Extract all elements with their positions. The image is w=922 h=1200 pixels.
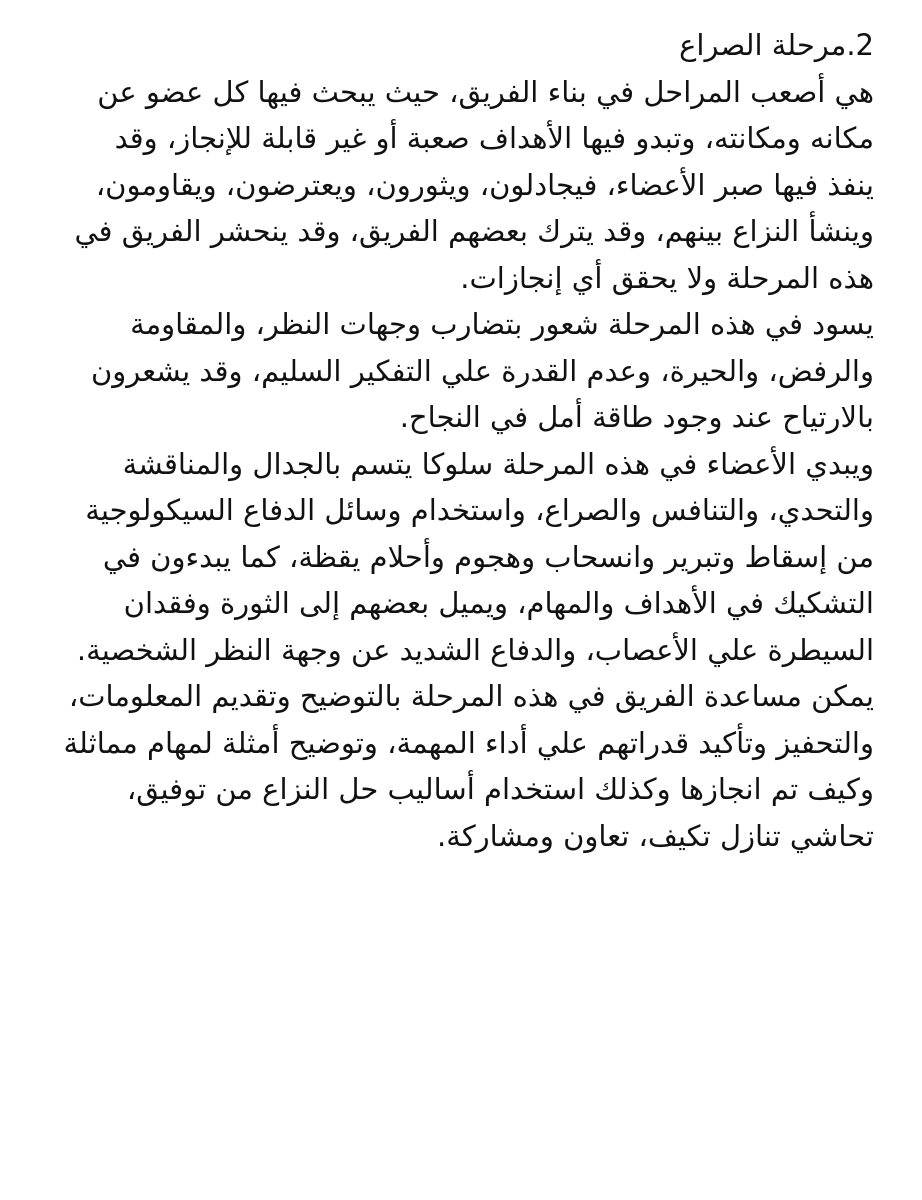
paragraph-behaviors: ويبدي الأعضاء في هذه المرحلة سلوكا يتسم بالجدال والمناقشة والتحدي، والتنافس والصراع، واستخدام وسائل الدفاع السيكولوجية من إسقاط وتبرير وانسحاب وهجوم وأحلام يقظة، كما يبدءون في التشكيك في الأهداف والمهام، ويميل بعضهم إلى الثورة وفقدان السيطرة علي الأعصاب، والدفاع الشديد عن وجهة النظر الشخصية. <box>76 446 874 667</box>
paragraph-assistance: يمكن مساعدة الفريق في هذه المرحلة بالتوضيح وتقديم المعلومات، والتحفيز وتأكيد قدراتهم علي أداء المهمة، وتوضيح أمثلة لمهام مماثلة وكيف تم انجازها وكذلك استخدام أساليب حل النزاع من توفيق، تحاشي تنازل تكيف، تعاون ومشاركة. <box>63 679 874 853</box>
paragraph-conflict-description: هي أصعب المراحل في بناء الفريق، حيث يبحث فيها كل عضو عن مكانه ومكانته، وتبدو فيها الأهداف صعبة أو غير قابلة للإنجاز، وقد ينفذ فيها صبر الأعضاء، فيجادلون، ويثورون، ويعترضون، ويقاومون، وينشأ النزاع بينهم، وقد يترك بعضهم الفريق، وقد ينحشر الفريق في هذه المرحلة ولا يحقق أي إنجازات. <box>74 74 874 295</box>
paragraph-feelings: يسود في هذه المرحلة شعور بتضارب وجهات النظر، والمقاومة والرفض، والحيرة، وعدم القدرة علي التفكير السليم، وقد يشعرون بالارتياح عند وجود طاقة أمل في النجاح. <box>90 307 874 434</box>
section-heading: 2.مرحلة الصراع <box>679 28 874 62</box>
